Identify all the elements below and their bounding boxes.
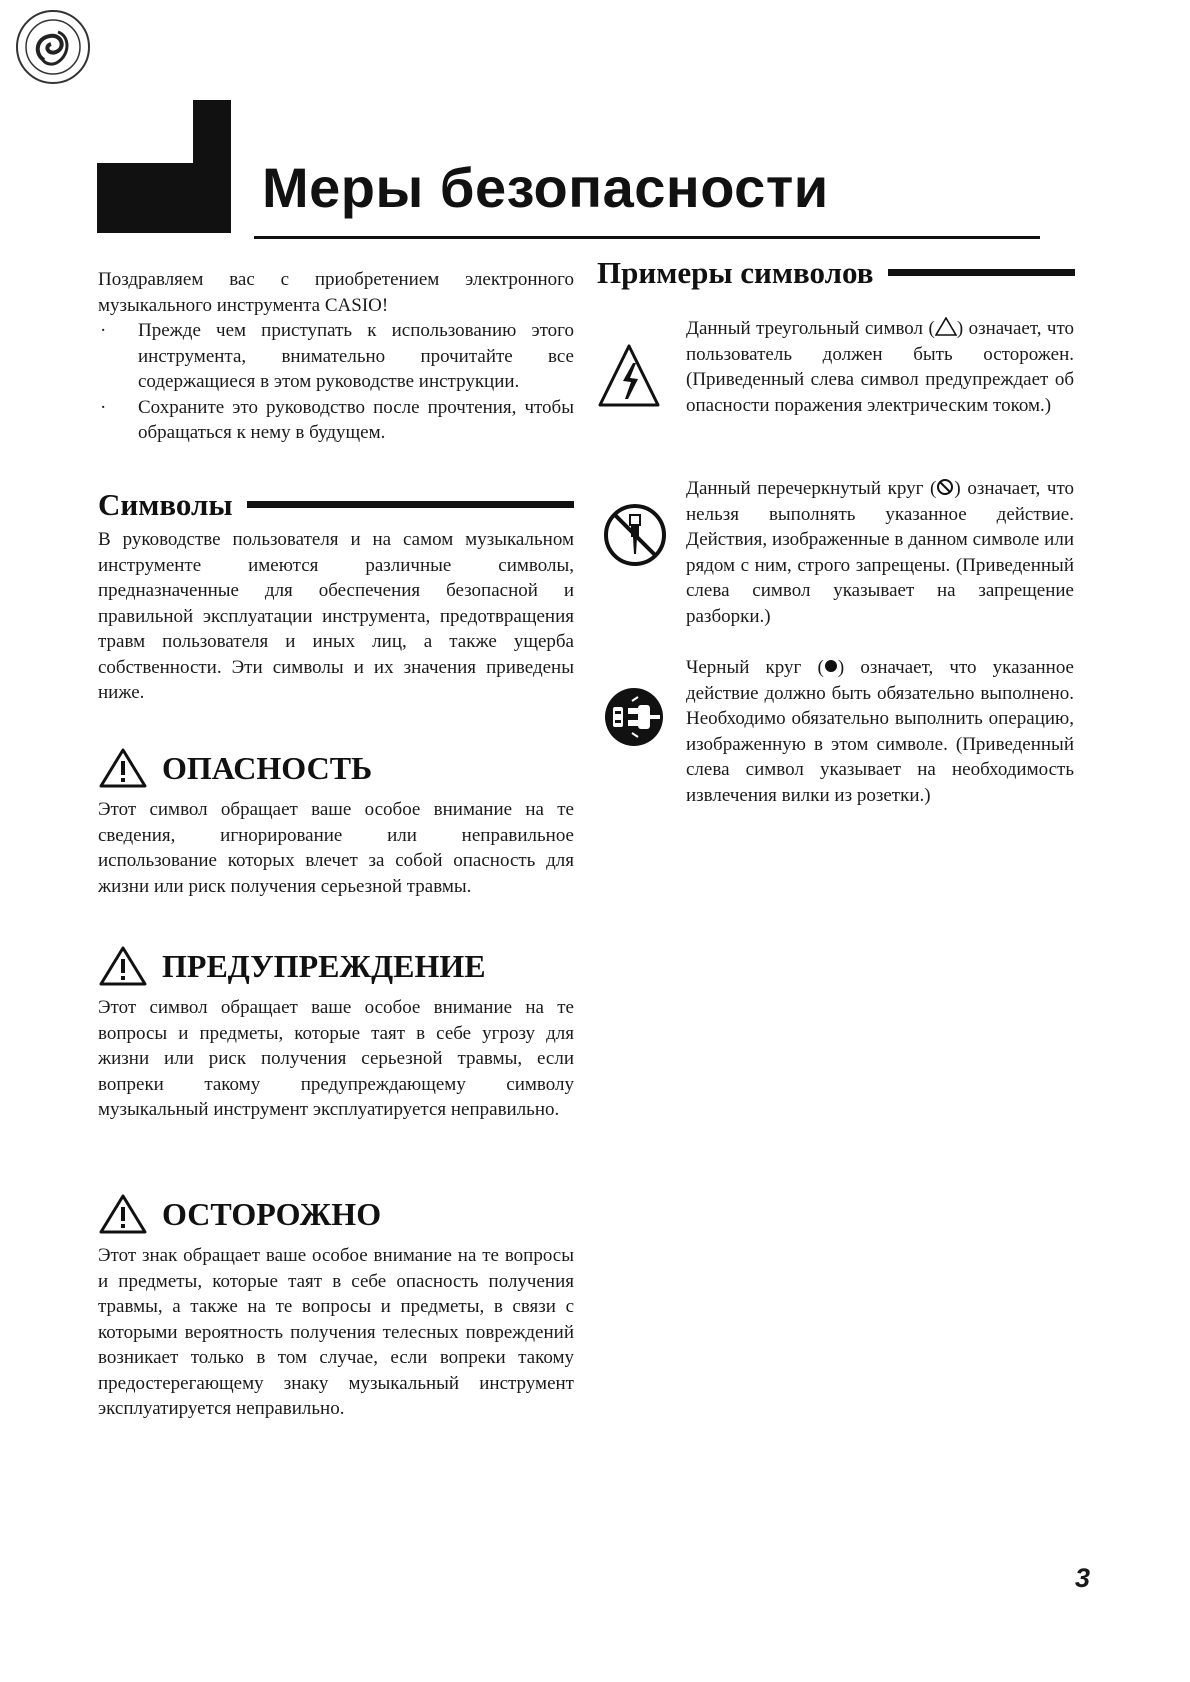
logo-stamp-icon: [14, 8, 92, 86]
examples-heading-row: [597, 257, 1075, 288]
danger-text: Этот символ обращает ваше особое внимание на те сведения, игнорирование или неправильное использование которых влечет за собой опасность для жизни или риск получения серьезной травмы.: [98, 799, 574, 897]
bullet-mark: ·: [100, 396, 107, 418]
danger-heading-row: [98, 747, 574, 789]
intro-section: [98, 267, 574, 446]
symbols-heading-row: [98, 489, 574, 520]
warning-triangle-icon: [98, 1193, 148, 1235]
title-rule: [254, 236, 1040, 239]
symbols-heading: Символы: [98, 487, 233, 522]
warning-heading-row: [98, 945, 574, 987]
examples-heading: Примеры символов: [597, 255, 874, 290]
example-2-text: Данный перечеркнутый круг ( ) означает, что нельзя выполнять указанное действие. Действия, изображенные в данном символе или рядом с ним, строго запрещены. (Приведенный слева символ указывает на запрещение разборки.): [686, 478, 1075, 627]
list-item: · Прежде чем приступать к использованию этого инструмента, внимательно прочитайте все содержащиеся в этом руководстве инструкции.: [100, 320, 574, 392]
warning-triangle-icon: [98, 945, 148, 987]
caution-section: [98, 1193, 574, 1422]
warning-section: [98, 945, 574, 1123]
warning-heading: ПРЕДУПРЕЖДЕНИЕ: [162, 948, 486, 984]
prohibited-circle-icon: [936, 478, 954, 496]
symbols-text: В руководстве пользователя и на самом музыкальном инструменте имеются различные символы, предназначенные для обеспечения безопасной и правильной эксплуатации инструмента, предотвращения травм пользователя и иных лиц, а также ущерба собственности. Эти символы и их значения приведены ниже.: [98, 529, 574, 703]
unplug-icon: [604, 687, 664, 752]
intro-text: Поздравляем вас с приобретением электронного музыкального инструмента CASIO!: [98, 269, 574, 316]
black-circle-icon: [824, 659, 838, 673]
electric-shock-triangle-icon: [597, 343, 661, 414]
danger-section: [98, 747, 574, 899]
section-bar: [247, 501, 574, 508]
bullet-mark: ·: [100, 320, 107, 341]
warning-text: Этот символ обращает ваше особое внимание на те вопросы и предметы, которые таят в себе угрозу для жизни или риск получения серьезной травмы, если вопреки такому предупреждающему символу музыкальный инструмент эксплуатируется неправильно.: [98, 997, 574, 1120]
section-bar: [888, 269, 1075, 276]
caution-heading: ОСТОРОЖНО: [162, 1196, 382, 1232]
no-disassembly-icon: [602, 502, 668, 573]
triangle-icon: [935, 317, 957, 336]
page-number: 3: [1074, 1563, 1090, 1593]
caution-heading-row: [98, 1193, 574, 1235]
caution-text: Этот знак обращает ваше особое внимание на те вопросы и предметы, которые таят в себе опасность получения травмы, а также на те вопросы и предметы, в связи с которыми вероятность получения телесных повреждений возникает только в том случае, если вопреки такому предостерегающему знаку музыкальный инструмент эксплуатируется неправильно.: [98, 1245, 574, 1419]
warning-triangle-icon: [98, 747, 148, 789]
page-title: Меры безопасности: [262, 156, 829, 219]
header-corner-notch: [97, 100, 193, 163]
intro-bullets: [98, 318, 574, 446]
danger-heading: ОПАСНОСТЬ: [162, 750, 373, 786]
example-1-text: Данный треугольный символ ( ) означает, что пользователь должен быть осторожен. (Приведенный слева символ предупреждает об опасности поражения электрическим током.): [686, 318, 1075, 416]
example-3-text: Черный круг ( ) означает, что указанное действие должно быть обязательно выполнено. Необходимо обязательно выполнить операцию, изображенную в этом символе. (Приведенный слева символ указывает на необходимость извлечения вилки из розетки.): [686, 657, 1074, 806]
list-item: · Сохраните это руководство после прочтения, чтобы обращаться к нему в будущем.: [100, 396, 574, 443]
